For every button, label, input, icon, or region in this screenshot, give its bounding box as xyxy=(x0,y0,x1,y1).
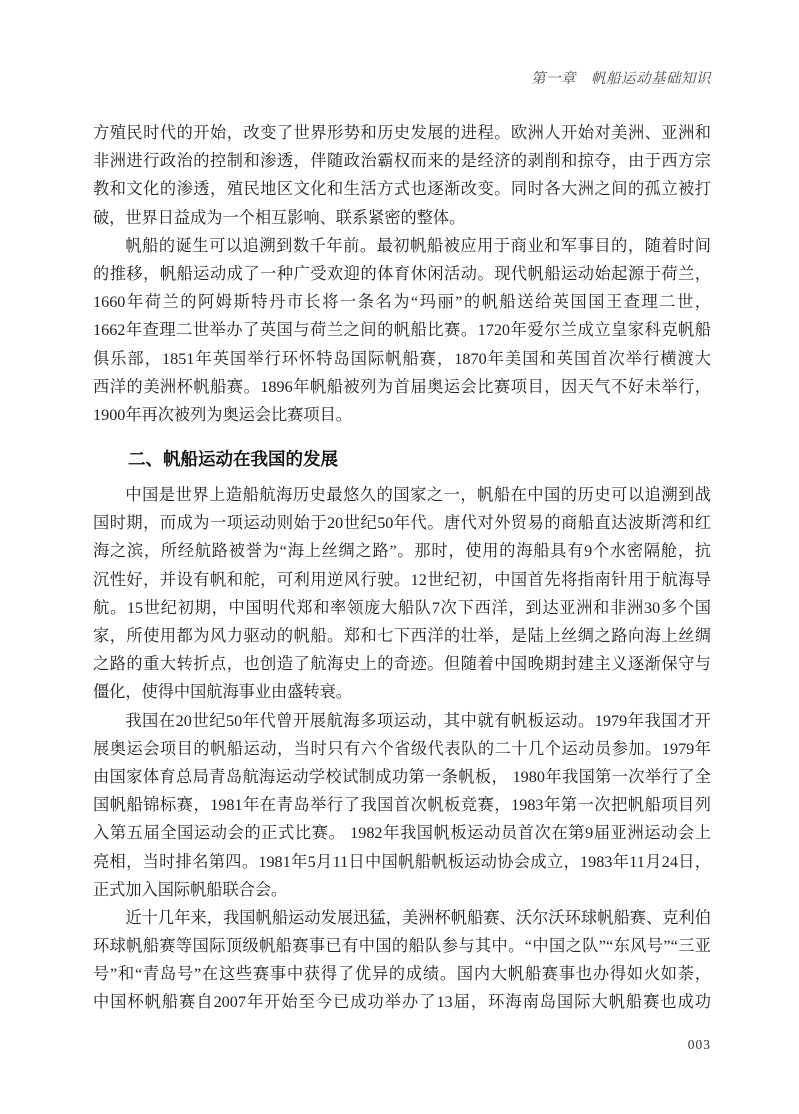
running-header: 第一章 帆船运动基础知识 xyxy=(531,71,711,87)
text-line: 中国是世界上造船航海历史最悠久的国家之一，帆船在中国的历史可以追溯到战 xyxy=(125,486,711,505)
paragraph xyxy=(93,904,711,1017)
section-heading: 二、帆船运动在我国的发展 xyxy=(128,449,338,470)
paragraph xyxy=(93,707,711,904)
text-line: 由国家体育总局青岛航海运动学校试制成功第一条帆板， 1980年我国第一次举行了全 xyxy=(93,767,711,786)
text-line: 近十几年来，我国帆船运动发展迅猛，美洲杯帆船赛、沃尔沃环球帆船赛、克利伯 xyxy=(125,908,711,927)
text-line: 号”和“青岛号”在这些赛事中获得了优异的成绩。国内大帆船赛事也办得如火如荼， xyxy=(93,965,711,984)
paragraph xyxy=(93,232,711,429)
page-number: 003 xyxy=(687,1037,711,1052)
text-line: 环球帆船赛等国际顶级帆船赛事已有中国的船队参与其中。“中国之队”“东风号”“三亚 xyxy=(93,937,711,956)
text-line: 国时期，而成为一项运动则始于20世纪50年代。唐代对外贸易的商船直达波斯湾和红 xyxy=(93,514,711,533)
paragraph xyxy=(93,119,711,232)
text-line: 帆船的诞生可以追溯到数千年前。最初帆船被应用于商业和军事目的，随着时间 xyxy=(125,236,711,255)
text-line: 之路的重大转折点，也创造了航海史上的奇迹。但随着中国晚期封建主义逐渐保守与 xyxy=(93,655,711,674)
text-line: 1900年再次被列为奥运会比赛项目。 xyxy=(93,405,352,424)
text-line: 俱乐部，1851年英国举行环怀特岛国际帆船赛，1870年美国和英国首次举行横渡大 xyxy=(93,349,711,368)
text-line: 的推移，帆船运动成了一种广受欢迎的体育休闲活动。现代帆船运动始起源于荷兰， xyxy=(93,264,711,283)
text-line: 中国杯帆船赛自2007年开始至今已成功举办了13届，环海南岛国际大帆船赛也成功 xyxy=(93,993,711,1012)
text-line: 非洲进行政治的控制和渗透，伴随政治霸权而来的是经济的剥削和掠夺，由于西方宗 xyxy=(93,152,711,171)
text-line: 入第五届全国运动会的正式比赛。 1982年我国帆板运动员首次在第9届亚洲运动会上 xyxy=(93,824,711,843)
text-line: 海之滨，所经航路被誉为“海上丝绸之路”。那时，使用的海船具有9个水密隔舱，抗 xyxy=(93,542,711,561)
text-line: 国帆船锦标赛，1981年在青岛举行了我国首次帆板竞赛，1983年第一次把帆船项目列 xyxy=(93,796,711,815)
text-line: 正式加入国际帆船联合会。 xyxy=(93,880,288,899)
text-line: 家，所使用都为风力驱动的帆船。郑和七下西洋的壮举，是陆上丝绸之路向海上丝绸 xyxy=(93,627,711,645)
text-line: 1660年荷兰的阿姆斯特丹市长将一条名为“玛丽”的帆船送给英国国王查理二世， xyxy=(93,293,711,312)
text-line: 沉性好，并设有帆和舵，可利用逆风行驶。12世纪初，中国首先将指南针用于航海导 xyxy=(93,570,711,589)
text-line: 航。15世纪初期，中国明代郑和率领庞大船队7次下西洋，到达亚洲和非洲30多个国 xyxy=(93,598,711,617)
paragraph xyxy=(93,481,711,707)
text-line: 我国在20世纪50年代曾开展航海多项运动，其中就有帆板运动。1979年我国才开 xyxy=(125,711,711,730)
text-line: 教和文化的渗透，殖民地区文化和生活方式也逐渐改变。同时各大洲之间的孤立被打 xyxy=(93,180,711,199)
text-line: 破，世界日益成为一个相互影响、联系紧密的整体。 xyxy=(93,208,466,227)
text-line: 僵化，使得中国航海事业由盛转衰。 xyxy=(93,683,352,702)
text-line: 方殖民时代的开始，改变了世界形势和历史发展的进程。欧洲人开始对美洲、亚洲和 xyxy=(93,124,711,142)
text-line: 展奥运会项目的帆船运动，当时只有六个省级代表队的二十几个运动员参加。1979年 xyxy=(93,739,711,758)
text-line: 1662年查理二世举办了英国与荷兰之间的帆船比赛。1720年爱尔兰成立皇家科克帆船 xyxy=(93,321,711,340)
text-line: 西洋的美洲杯帆船赛。1896年帆船被列为首届奥运会比赛项目，因天气不好未举行， xyxy=(93,377,711,396)
content xyxy=(93,119,711,1017)
text-line: 亮相，当时排名第四。1981年5月11日中国帆船帆板运动协会成立，1983年11月24日， xyxy=(93,852,711,871)
